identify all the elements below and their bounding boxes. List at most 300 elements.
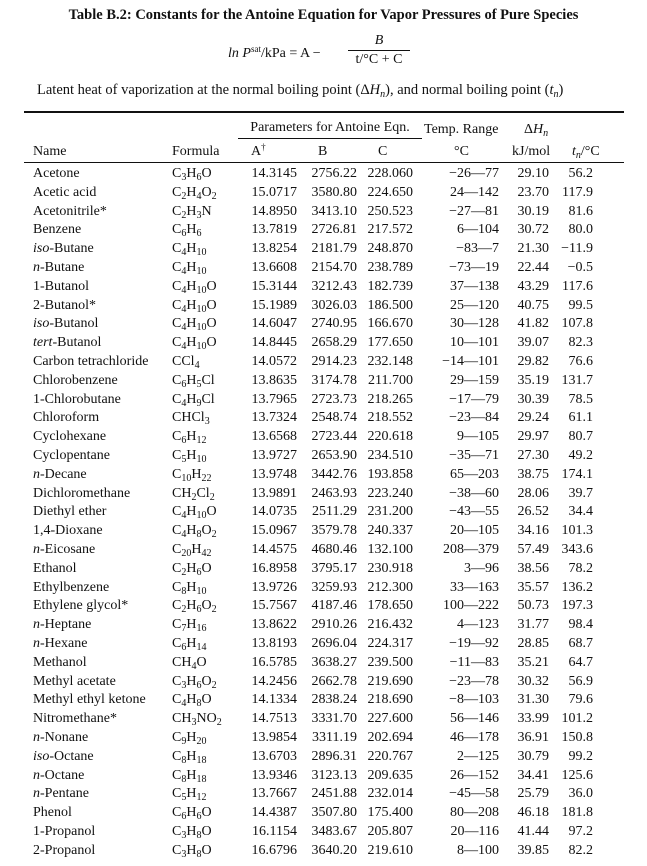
- table-row: [33, 428, 593, 447]
- cell-dh: 39.07: [517, 335, 549, 351]
- cell-tn: 56.2: [568, 166, 593, 181]
- cell-tn: 82.2: [568, 842, 593, 858]
- table-row: [33, 767, 593, 786]
- cell-formula: $C_6H_6$: [172, 222, 202, 240]
- cell-range: −11—83: [449, 654, 499, 670]
- cell-c: 234.510: [367, 447, 413, 463]
- cell-dh: 21.30: [517, 241, 549, 257]
- table-row: [33, 391, 593, 410]
- cell-a: 14.8445: [251, 335, 297, 351]
- cell-c: 218.690: [367, 692, 413, 708]
- cell-b: 3507.80: [311, 805, 357, 821]
- cell-a: 13.9346: [251, 767, 297, 783]
- cell-c: 230.918: [367, 560, 413, 576]
- cell-c: 177.650: [367, 335, 413, 351]
- cell-a: 15.0717: [251, 184, 297, 200]
- table-row: [33, 710, 593, 729]
- cell-c: 218.552: [367, 410, 413, 426]
- header-delta-h: $\Delta H_n$: [524, 122, 549, 139]
- table-row: [33, 691, 593, 710]
- cell-a: 14.0572: [251, 353, 297, 369]
- cell-b: 3483.67: [311, 823, 357, 839]
- table-subtitle: Latent heat of vaporization at the normal boiling point $(\Delta H_n)$, and normal boiling point $(t_n)$: [37, 82, 564, 100]
- table-row: [33, 842, 593, 861]
- header-c: C: [378, 144, 388, 159]
- cell-b: 2756.22: [311, 166, 357, 181]
- cell-b: 2463.93: [311, 485, 357, 501]
- cell-a: 14.2456: [251, 673, 297, 689]
- header-rule: [24, 162, 624, 163]
- table-row: [33, 673, 593, 692]
- cell-dh: 36.91: [517, 729, 549, 745]
- table-row: [33, 616, 593, 635]
- table-row: [33, 297, 593, 316]
- cell-dh: 57.49: [517, 541, 549, 557]
- cell-name: Methyl ethyl ketone: [33, 692, 146, 708]
- cell-formula: $C_6H_{12}$: [172, 429, 207, 447]
- cell-range: 33—163: [450, 579, 499, 595]
- cell-formula: $C_{20}H_{42}$: [172, 541, 212, 559]
- table-row: [33, 203, 593, 222]
- cell-range: −38—60: [449, 485, 499, 501]
- cell-a: 13.8193: [251, 635, 297, 651]
- cell-a: 13.6703: [251, 748, 297, 764]
- cell-c: 217.572: [367, 222, 413, 238]
- cell-name: n-Heptane: [33, 617, 92, 633]
- cell-b: 2451.88: [311, 786, 357, 802]
- cell-dh: 34.41: [517, 767, 549, 783]
- cell-name: Acetonitrile*: [33, 203, 107, 219]
- cell-a: 13.7965: [251, 391, 297, 407]
- cell-a: 16.5785: [251, 654, 297, 670]
- table-row: [33, 372, 593, 391]
- table-body: [33, 165, 593, 860]
- equation-numerator: B: [374, 33, 384, 48]
- cell-formula: $CH_4O$: [172, 654, 207, 672]
- cell-name: 2-Butanol*: [33, 297, 96, 313]
- cell-formula: $CH_3NO_2$: [172, 711, 222, 729]
- cell-a: 13.8254: [251, 241, 297, 257]
- cell-c: 231.200: [367, 504, 413, 520]
- header-a: A†: [251, 142, 266, 159]
- header-tn: $t_n/^\circ C$: [572, 144, 600, 161]
- table-row: [33, 353, 593, 372]
- table-row: [33, 804, 593, 823]
- cell-name: Diethyl ether: [33, 504, 107, 520]
- cell-range: 56—146: [450, 711, 499, 727]
- cell-c: 238.789: [367, 259, 413, 275]
- cell-name: iso-Octane: [33, 748, 94, 764]
- cell-dh: 35.19: [517, 372, 549, 388]
- cell-b: 2658.29: [311, 335, 357, 351]
- cell-b: 2723.44: [311, 429, 357, 445]
- cell-tn: 125.6: [561, 767, 593, 783]
- cell-formula: $C_4H_{10}$: [172, 241, 207, 259]
- cell-tn: 117.6: [562, 278, 593, 294]
- cell-formula: CHCl$_3$: [172, 410, 210, 428]
- cell-tn: 99.5: [568, 297, 593, 313]
- cell-formula: $C_4H_{10}O$: [172, 335, 217, 353]
- cell-b: 3026.03: [311, 297, 357, 313]
- table-row: [33, 522, 593, 541]
- cell-a: 14.6047: [251, 316, 297, 332]
- cell-tn: 80.0: [568, 222, 593, 238]
- cell-name: Dichloromethane: [33, 485, 131, 501]
- cell-c: 240.337: [367, 523, 413, 539]
- cell-tn: 343.6: [561, 541, 593, 557]
- cell-dh: 41.82: [517, 316, 549, 332]
- cell-name: n-Hexane: [33, 635, 88, 651]
- cell-range: 9—105: [457, 429, 499, 445]
- cell-tn: 78.5: [568, 391, 593, 407]
- cell-dh: 29.97: [517, 429, 549, 445]
- cell-b: 2181.79: [311, 241, 357, 257]
- cell-dh: 34.16: [517, 523, 549, 539]
- cell-dh: 30.32: [517, 673, 549, 689]
- cell-b: 2914.23: [311, 353, 357, 369]
- header-range-unit: °C: [454, 144, 469, 159]
- cell-formula: $C_3H_8O$: [172, 823, 212, 841]
- cell-b: 3442.76: [311, 466, 357, 482]
- cell-tn: 39.7: [568, 485, 593, 501]
- cell-c: 205.807: [367, 823, 413, 839]
- cell-a: 16.1154: [252, 823, 297, 839]
- cell-tn: 101.2: [561, 711, 593, 727]
- table-row: [33, 259, 593, 278]
- cell-name: Cyclopentane: [33, 447, 110, 463]
- cell-name: Acetic acid: [33, 184, 97, 200]
- cell-a: 13.7324: [251, 410, 297, 426]
- cell-c: 219.610: [367, 842, 413, 858]
- cell-dh: 50.73: [517, 598, 549, 614]
- cell-dh: 31.77: [517, 617, 549, 633]
- cell-c: 228.060: [367, 166, 413, 181]
- cell-b: 4680.46: [311, 541, 357, 557]
- cell-range: 3—96: [464, 560, 499, 576]
- cell-a: 13.7819: [251, 222, 297, 238]
- cell-range: 20—116: [450, 823, 499, 839]
- cell-formula: $C_5H_{10}$: [172, 447, 207, 465]
- cell-a: 14.4387: [251, 805, 297, 821]
- cell-dh: 40.75: [517, 297, 549, 313]
- cell-formula: $C_2H_3N$: [172, 203, 212, 221]
- cell-dh: 23.70: [517, 184, 549, 200]
- cell-dh: 38.56: [517, 560, 549, 576]
- table-row: [33, 785, 593, 804]
- equation-denominator: t/°C + C: [348, 50, 410, 69]
- cell-b: 2740.95: [311, 316, 357, 332]
- cell-formula: $C_4H_9Cl$: [172, 391, 215, 409]
- cell-range: −14—101: [442, 353, 499, 369]
- cell-b: 2723.73: [311, 391, 357, 407]
- cell-formula: $C_6H_6O$: [172, 805, 212, 823]
- table-row: [33, 485, 593, 504]
- equation-sup: sat: [250, 44, 261, 54]
- cell-formula: $C_6H_5Cl$: [172, 372, 215, 390]
- header-antoine-group: Parameters for Antoine Eqn.: [250, 120, 410, 135]
- cell-range: −43—55: [449, 504, 499, 520]
- cell-dh: 29.24: [517, 410, 549, 426]
- table-row: [33, 635, 593, 654]
- cell-dh: 41.44: [517, 823, 549, 839]
- cell-dh: 26.52: [517, 504, 549, 520]
- cell-b: 3579.78: [311, 523, 357, 539]
- cell-formula: $C_3H_8O$: [172, 842, 212, 860]
- cell-range: −23—78: [449, 673, 499, 689]
- cell-b: 2653.90: [311, 447, 357, 463]
- cell-b: 2696.04: [311, 635, 357, 651]
- cell-range: 26—152: [450, 767, 499, 783]
- cell-tn: 68.7: [568, 635, 593, 651]
- cell-formula: $C_7H_{16}$: [172, 617, 207, 635]
- cell-c: 220.618: [367, 429, 413, 445]
- table-row: [33, 579, 593, 598]
- cell-range: 65—203: [450, 466, 499, 482]
- cell-b: 3331.70: [311, 711, 357, 727]
- cell-range: 24—142: [450, 184, 499, 200]
- cell-tn: 97.2: [568, 823, 593, 839]
- cell-range: 37—138: [450, 278, 499, 294]
- table-row: [33, 278, 593, 297]
- cell-range: −83—7: [456, 241, 499, 257]
- cell-tn: 64.7: [568, 654, 593, 670]
- cell-c: 220.767: [367, 748, 413, 764]
- group-underline: [238, 138, 422, 139]
- cell-b: 3174.78: [311, 372, 357, 388]
- cell-formula: CCl$_4$: [172, 353, 200, 371]
- cell-a: 15.7567: [251, 598, 297, 614]
- cell-name: n-Eicosane: [33, 541, 96, 557]
- cell-b: 3311.19: [312, 729, 357, 745]
- cell-tn: 99.2: [568, 748, 593, 764]
- cell-name: 1,4-Dioxane: [33, 523, 103, 539]
- cell-range: 10—101: [450, 335, 499, 351]
- antoine-table: [33, 165, 593, 860]
- cell-range: 208—379: [443, 541, 499, 557]
- cell-dh: 39.85: [517, 842, 549, 858]
- cell-b: 2896.31: [311, 748, 357, 764]
- cell-range: −45—58: [449, 786, 499, 802]
- cell-tn: 150.8: [561, 729, 593, 745]
- cell-range: 80—208: [450, 805, 499, 821]
- table-row: [33, 240, 593, 259]
- cell-formula: $C_8H_{18}$: [172, 767, 207, 785]
- cell-formula: $C_4H_{10}O$: [172, 297, 217, 315]
- cell-dh: 29.10: [517, 166, 549, 181]
- cell-b: 2838.24: [311, 692, 357, 708]
- cell-name: Methanol: [33, 654, 87, 670]
- cell-a: 13.9726: [251, 579, 297, 595]
- cell-range: 2—125: [457, 748, 499, 764]
- cell-name: Ethanol: [33, 560, 77, 576]
- cell-b: 2511.29: [312, 504, 357, 520]
- table-row: [33, 503, 593, 522]
- cell-formula: $CH_2Cl_2$: [172, 485, 215, 503]
- cell-dh: 22.44: [517, 259, 549, 275]
- cell-range: −8—103: [449, 692, 499, 708]
- cell-range: 8—100: [457, 842, 499, 858]
- table-row: [33, 466, 593, 485]
- cell-range: 25—120: [450, 297, 499, 313]
- cell-name: n-Butane: [33, 259, 85, 275]
- cell-c: 239.500: [367, 654, 413, 670]
- cell-range: 29—159: [450, 372, 499, 388]
- cell-formula: $C_4H_{10}O$: [172, 316, 217, 334]
- table-row: [33, 315, 593, 334]
- header-name: Name: [33, 144, 67, 159]
- cell-a: 16.6796: [251, 842, 297, 858]
- cell-a: 14.7513: [251, 711, 297, 727]
- cell-c: 186.500: [367, 297, 413, 313]
- cell-a: 13.9854: [251, 729, 297, 745]
- cell-b: 3640.20: [311, 842, 357, 858]
- cell-dh: 25.79: [517, 786, 549, 802]
- table-row: [33, 165, 593, 184]
- cell-a: 14.0735: [251, 504, 297, 520]
- cell-a: 13.9748: [251, 466, 297, 482]
- cell-formula: $C_4H_8O_2$: [172, 523, 217, 541]
- cell-formula: $C_4H_{10}O$: [172, 278, 217, 296]
- cell-formula: $C_6H_{14}$: [172, 635, 207, 653]
- cell-dh: 33.99: [517, 711, 549, 727]
- cell-formula: $C_8H_{18}$: [172, 748, 207, 766]
- cell-b: 2154.70: [311, 259, 357, 275]
- cell-b: 3795.17: [311, 560, 357, 576]
- cell-tn: 136.2: [561, 579, 593, 595]
- cell-b: 2726.81: [311, 222, 357, 238]
- cell-name: n-Pentane: [33, 786, 89, 802]
- cell-name: iso-Butane: [33, 241, 94, 257]
- cell-name: n-Decane: [33, 466, 87, 482]
- cell-tn: 61.1: [568, 410, 593, 426]
- cell-name: Phenol: [33, 805, 72, 821]
- cell-c: 166.670: [367, 316, 413, 332]
- cell-range: −19—92: [449, 635, 499, 651]
- cell-range: −26—77: [449, 166, 499, 181]
- cell-c: 212.300: [367, 579, 413, 595]
- cell-formula: $C_4H_8O$: [172, 692, 212, 710]
- cell-a: 13.9727: [251, 447, 297, 463]
- cell-tn: −0.5: [567, 259, 593, 275]
- cell-name: Ethylbenzene: [33, 579, 110, 595]
- cell-name: Chlorobenzene: [33, 372, 118, 388]
- cell-dh: 31.30: [517, 692, 549, 708]
- cell-name: n-Octane: [33, 767, 85, 783]
- cell-c: 211.700: [368, 372, 413, 388]
- cell-tn: 181.8: [561, 805, 593, 821]
- cell-b: 4187.46: [311, 598, 357, 614]
- header-dh-unit: kJ/mol: [512, 144, 551, 159]
- cell-a: 14.1334: [251, 692, 297, 708]
- cell-name: 1-Butanol: [33, 278, 89, 294]
- cell-c: 132.100: [367, 541, 413, 557]
- cell-name: Nitromethane*: [33, 711, 117, 727]
- table-row: [33, 597, 593, 616]
- cell-tn: 82.3: [568, 335, 593, 351]
- cell-a: 13.9891: [251, 485, 297, 501]
- cell-c: 216.432: [367, 617, 413, 633]
- table-row: [33, 560, 593, 579]
- cell-b: 3580.80: [311, 184, 357, 200]
- cell-dh: 29.82: [517, 353, 549, 369]
- cell-formula: $C_8H_{10}$: [172, 579, 207, 597]
- cell-dh: 46.18: [517, 805, 549, 821]
- cell-c: 224.317: [367, 635, 413, 651]
- table-row: [33, 334, 593, 353]
- top-rule: [24, 111, 624, 113]
- header-temp-range: Temp. Range: [424, 122, 499, 137]
- cell-a: 15.0967: [251, 523, 297, 539]
- cell-name: 1-Propanol: [33, 823, 96, 839]
- cell-dh: 35.57: [517, 579, 549, 595]
- cell-range: −17—79: [449, 391, 499, 407]
- cell-dh: 27.30: [517, 447, 549, 463]
- header-formula: Formula: [172, 144, 220, 159]
- cell-range: −73—19: [449, 259, 499, 275]
- table-row: [33, 221, 593, 240]
- cell-range: 4—123: [457, 617, 499, 633]
- table-row: [33, 748, 593, 767]
- cell-a: 15.1989: [251, 297, 297, 313]
- cell-b: 3123.13: [311, 767, 357, 783]
- cell-c: 202.694: [367, 729, 413, 745]
- table-row: [33, 654, 593, 673]
- cell-c: 223.240: [367, 485, 413, 501]
- cell-c: 250.523: [367, 203, 413, 219]
- cell-name: Carbon tetrachloride: [33, 353, 149, 369]
- cell-dh: 30.19: [517, 203, 549, 219]
- cell-formula: $C_2H_4O_2$: [172, 184, 217, 202]
- cell-tn: 34.4: [568, 504, 593, 520]
- cell-name: Methyl acetate: [33, 673, 116, 689]
- cell-dh: 28.06: [517, 485, 549, 501]
- cell-a: 15.3144: [251, 278, 297, 294]
- cell-dh: 30.39: [517, 391, 549, 407]
- cell-tn: 79.6: [568, 692, 593, 708]
- cell-a: 13.6608: [251, 259, 297, 275]
- cell-dh: 30.72: [517, 222, 549, 238]
- cell-range: 30—128: [450, 316, 499, 332]
- cell-c: 218.265: [367, 391, 413, 407]
- cell-name: 2-Propanol: [33, 842, 96, 858]
- cell-formula: $C_3H_6O$: [172, 166, 212, 183]
- cell-b: 2662.78: [311, 673, 357, 689]
- equation-fraction: [348, 32, 410, 69]
- cell-a: 13.8622: [251, 617, 297, 633]
- table-row: [33, 729, 593, 748]
- cell-formula: $C_{10}H_{22}$: [172, 466, 212, 484]
- table-row: [33, 541, 593, 560]
- cell-tn: 131.7: [561, 372, 593, 388]
- cell-name: Ethylene glycol*: [33, 598, 129, 614]
- cell-tn: 117.9: [562, 184, 593, 200]
- cell-a: 16.8958: [251, 560, 297, 576]
- cell-b: 3212.43: [311, 278, 357, 294]
- cell-c: 227.600: [367, 711, 413, 727]
- cell-formula: $C_4H_{10}$: [172, 259, 207, 277]
- cell-b: 3638.27: [311, 654, 357, 670]
- cell-dh: 43.29: [517, 278, 549, 294]
- cell-b: 3259.93: [311, 579, 357, 595]
- cell-range: 20—105: [450, 523, 499, 539]
- cell-name: Benzene: [33, 222, 82, 238]
- cell-tn: 197.3: [561, 598, 593, 614]
- cell-tn: 101.3: [561, 523, 593, 539]
- cell-c: 232.148: [367, 353, 413, 369]
- cell-tn: 107.8: [561, 316, 593, 332]
- cell-name: Cyclohexane: [33, 429, 107, 445]
- cell-a: 14.8950: [251, 203, 297, 219]
